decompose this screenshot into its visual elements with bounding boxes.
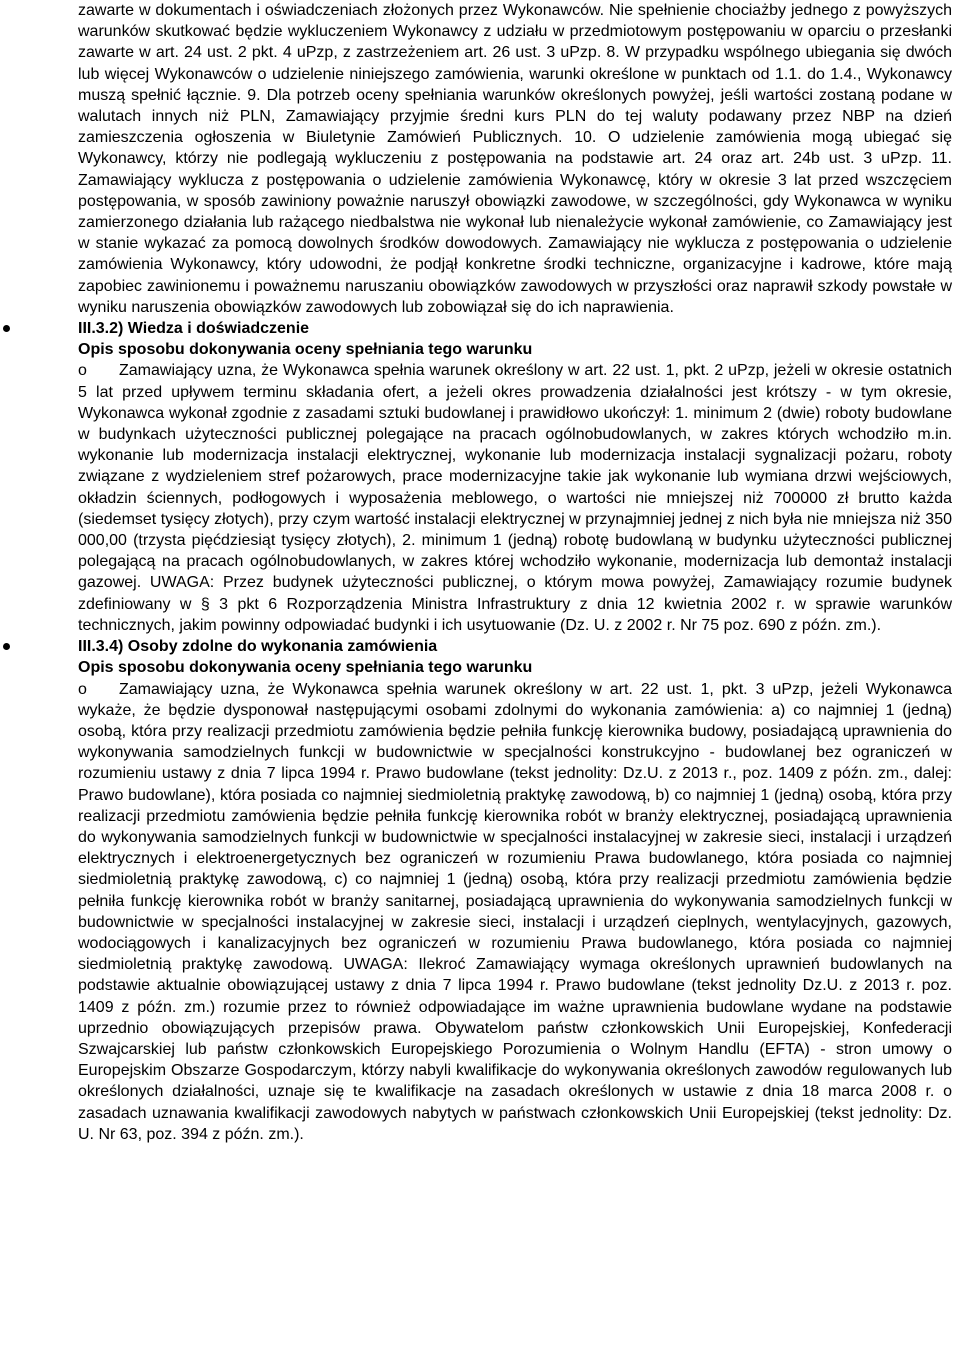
- section-subheading: Opis sposobu dokonywania oceny spełniania tego warunku: [78, 659, 533, 677]
- option-paragraph: [78, 679, 952, 1145]
- bullet-icon: [3, 325, 10, 332]
- section-heading: III.3.4) Osoby zdolne do wykonania zamówienia: [78, 638, 438, 656]
- section-option-item: [0, 679, 952, 1145]
- option-marker-icon: o: [78, 362, 87, 380]
- option-paragraph: [78, 360, 952, 636]
- option-text: Zamawiający uzna, że Wykonawca spełnia warunek określony w art. 22 ust. 1, pkt. 3 uPzp, jeżeli Wykonawca wykaże, że będzie dysponował następującymi osobami zdolnymi do wykonania zamówienia: a) co najmniej 1 (jedną) osobą, która przy realizacji przedmiotu zamówienia będzie pełniła funkcję kierownika budowy, posiadającą uprawnienia do wykonywania samodzielnych funkcji w budownictwie w specjalności konstrukcyjno - budowlanej bez ograniczeń w rozumieniu ustawy z dnia 7 lipca 1994 r. Prawo budowlane (tekst jednolity: Dz.U. z 2013 r., poz. 1409 z późn. zm., dalej: Prawo budowlane), która posiada co najmniej siedmioletnią praktykę zawodową, b) co najmniej 1 (jedną) osobą, która przy realizacji przedmiotu zamówienia będzie pełniła funkcję kierownika robót w branży elektrycznej, posiadającą uprawnienia do wykonywania samodzielnych funkcji w budownictwie w specjalności instalacyjnej w zakresie sieci, instalacji i urządzeń elektrycznych i elektroenergetycznych bez ograniczeń w rozumieniu Prawa budowlanego, która posiada co najmniej siedmioletnią praktykę zawodową, c) co najmniej 1 (jedną) osobą, która przy realizacji przedmiotu zamówienia będzie pełniła funkcję kierownika robót w branży sanitarnej, posiadającą uprawnienia do wykonywania samodzielnych funkcji w budownictwie w specjalności instalacyjnej w zakresie sieci, instalacji i urządzeń cieplnych, wentylacyjnych, gazowych, wodociągowych i kanalizacyjnych bez ograniczeń w rozumieniu Prawa budowlanego, która posiada co najmniej siedmioletnią praktykę zawodową. UWAGA: Ilekroć Zamawiający wymaga określonych uprawnień budowlanych na podstawie aktualnie obowiązującej ustawy z dnia 7 lipca 1994 r. Prawo budowlane (tekst jednolity Dz.U. z 2013 r. poz. 1409 z późn. zm.) rozumie przez to również odpowiadające im ważne uprawnienia budowlane wydane na podstawie uprzednio obowiązujących przepisów prawa. Obywatelom państw członkowskich Unii Europejskiej, Konfederacji Szwajcarskiej lub państw członkowskich Europejskiego Porozumienia o Wolnym Handlu (EFTA) - stron umowy o Europejskim Obszarze Gospodarczym, którzy nabyli kwalifikacje do wykonywania określonych zawodów regulowanych lub określonych działalności, uznaje się te kwalifikacje na zasadach określonych w ustawie z dnia 18 marca 2008 r. o zasadach uznawania kwalifikacji zawodowych nabytych w państwach członkowskich Unii Europejskiej (tekst jednolity: Dz. U. Nr 63, poz. 394 z późn. zm.).: [78, 680, 952, 1143]
- section-heading: III.3.2) Wiedza i doświadczenie: [78, 320, 310, 338]
- section-osoby-zdolne: [0, 636, 952, 657]
- section-wiedza-i-doswiadczenie: [0, 318, 952, 339]
- section-subheading: Opis sposobu dokonywania oceny spełniania tego warunku: [78, 341, 533, 359]
- intro-paragraph: zawarte w dokumentach i oświadczeniach złożonych przez Wykonawców. Nie spełnienie chociażby jednego z powyższych warunków skutkować będzie wykluczeniem Wykonawcy z udziału w przedmiotowym postępowaniu w oparciu o przesłanki zawarte w art. 24 ust. 2 pkt. 4 uPzp, z zastrzeżeniem art. 26 ust. 3 uPzp. 8. W przypadku wspólnego ubiegania się dwóch lub więcej Wykonawców o udzielenie niniejszego zamówienia, warunki określone w punktach od 1.1. do 1.4., Wykonawcy muszą spełnić łącznie. 9. Dla potrzeb oceny spełniania warunków określonych powyżej, jeśli wartości zostaną podane w walutach innych niż PLN, Zamawiający przyjmie średni kurs PLN do tej waluty podawany przez NBP na dzień zamieszczenia ogłoszenia w Biuletynie Zamówień Publicznych. 10. O udzielenie zamówienia mogą ubiegać się Wykonawcy, którzy nie podlegają wykluczeniu z postępowania na podstawie art. 24 oraz art. 24b ust. 3 uPzp. 11. Zamawiający wyklucza z postępowania o udzielenie zamówienia Wykonawcę, który w okresie 3 lat przed wszczęciem postępowania, w sposób zawiniony poważnie naruszył obowiązki zawodowe, w szczególności, gdy Wykonawca w wyniku zamierzonego działania lub rażącego niedbalstwa nie wykonał lub nienależycie wykonał zamówienie, co Zamawiający jest w stanie wykazać za pomocą dowolnych środków dowodowych. Zamawiający nie wyklucza z postępowania o udzielenie zamówienia Wykonawcy, który udowodni, że podjął konkretne środki techniczne, organizacyjne i kadrowe, które mają zapobiec zawinionemu i poważnemu naruszaniu obowiązków zawodowych w przyszłości oraz naprawił szkody powstałe w wyniku naruszenia obowiązków zawodowych lub zobowiązał się do ich naprawienia.: [78, 2, 952, 316]
- option-marker-icon: o: [78, 680, 87, 698]
- option-text: Zamawiający uzna, że Wykonawca spełnia warunek określony w art. 22 ust. 1, pkt. 2 uPzp, jeżeli w okresie ostatnich 5 lat przed upływem terminu składania ofert, a jeżeli okres prowadzenia działalności jest krótszy - w tym okresie, Wykonawca wykonał zgodnie z zasadami sztuki budowlanej i prawidłowo ukończył: 1. minimum 2 (dwie) roboty budowlane w budynkach użyteczności publicznej polegające na pracach ogólnobudowlanych, w zakres których wchodziło m.in. wykonanie lub modernizacja instalacji elektrycznej, wykonanie lub modernizacja instalacji sygnalizacji pożaru, roboty związane z wydzieleniem stref pożarowych, prace modernizacyjne takie jak wykonanie lub wymiana drzwi wejściowych, okładzin ściennych, podłogowych i wyposażenia meblowego, o wartości nie mniejszej niż 700000 zł brutto każda (siedemset tysięcy złotych), przy czym wartość instalacji elektrycznej w przynajmniej jednej z nich była nie mniejsza niż 350 000,00 (trzysta pięćdziesiąt tysięcy złotych), 2. minimum 1 (jedną) robotę budowlaną w budynku użyteczności publicznej polegającą na pracach ogólnobudowlanych, w zakres której wchodziło wykonanie, modernizacja lub demontaż instalacji gazowej. UWAGA: Przez budynek użyteczności publicznej, o którym mowa powyżej, Zamawiający rozumie budynek zdefiniowany w § 3 pkt 6 Rozporządzenia Ministra Infrastruktury z dnia 12 kwietnia 2002 r. w sprawie warunków technicznych, jakim powinny odpowiadać budynki i ich usytuowanie (Dz. U. z 2002 r. Nr 75 poz. 690 z późn. zm.).: [78, 362, 952, 634]
- bullet-icon: [3, 643, 10, 650]
- section-option-item: [0, 360, 952, 636]
